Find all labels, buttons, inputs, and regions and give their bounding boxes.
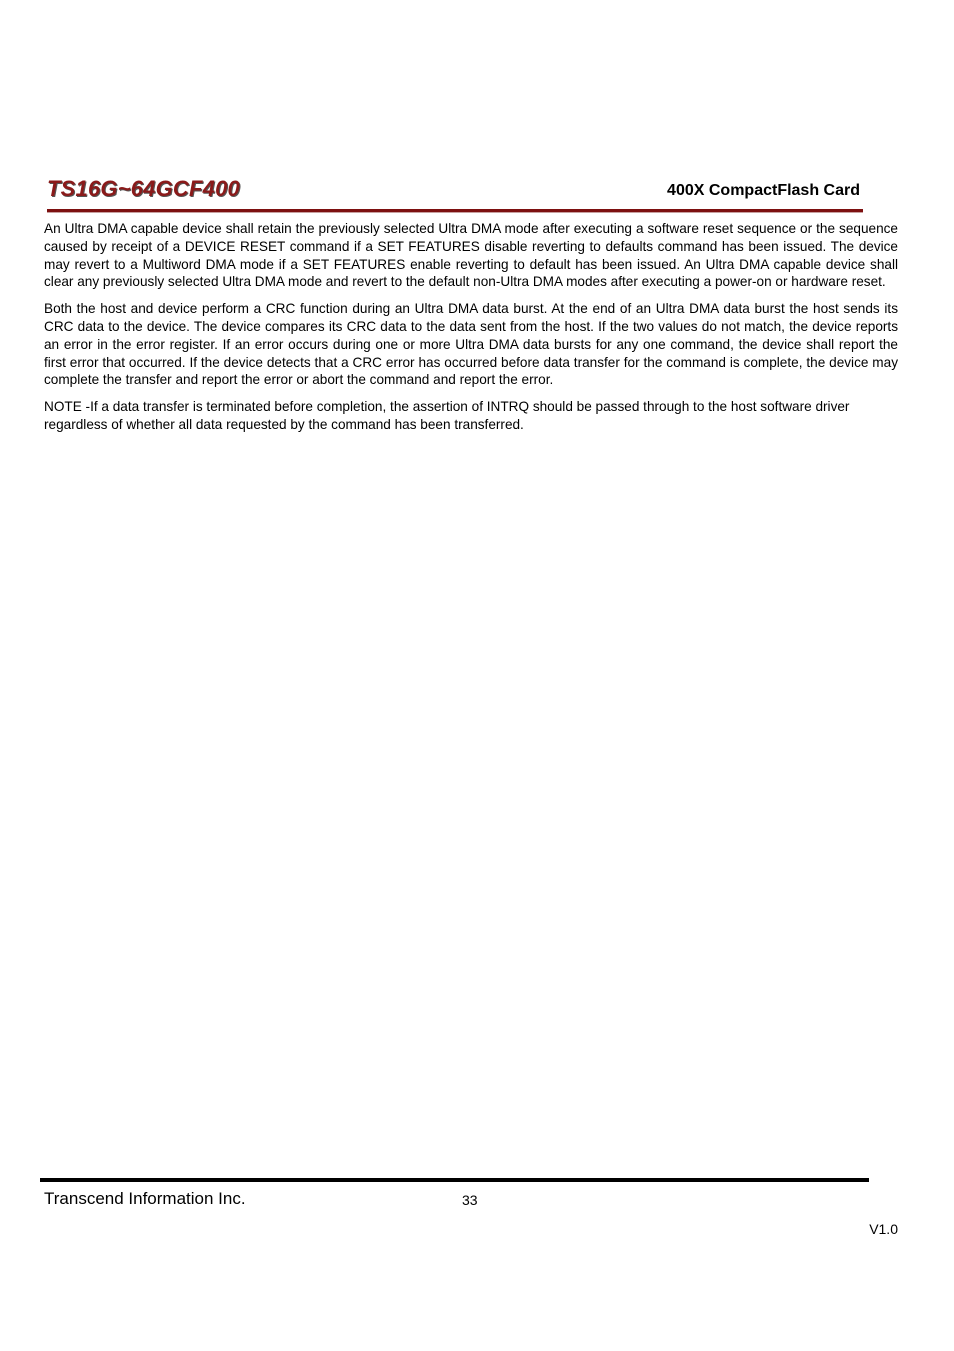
paragraph-note: NOTE -If a data transfer is terminated before completion, the assertion of INTRQ should be passed through to the host software driver regardless of whether all data requested by the command has been transferred.	[44, 399, 850, 432]
paragraph-crc-function: Both the host and device perform a CRC function during an Ultra DMA data burst. At the end of an Ultra DMA data burst the host sends its CRC data to the device. The device compares its CRC data to the data sent from the host. If the two values do not match, the device reports an error in the error register. If an error occurs during one or more Ultra DMA data bursts for any one command, the device shall report the first error that occurred. If the device detects that a CRC error has occurred before data transfer for the command is complete, the device may complete the transfer and report the error or abort the command and report the error.	[44, 301, 898, 388]
page-header	[44, 172, 862, 216]
header-divider	[47, 209, 863, 212]
page-number: 33	[462, 1192, 478, 1208]
product-name: 400X CompactFlash Card	[667, 182, 860, 199]
document-version: V1.0	[869, 1221, 898, 1237]
footer-company: Transcend Information Inc.	[44, 1189, 246, 1208]
footer-divider	[40, 1178, 869, 1182]
document-body	[44, 220, 898, 443]
model-title: TS16G~64GCF400	[47, 176, 240, 201]
paragraph-ultra-dma-mode: An Ultra DMA capable device shall retain the previously selected Ultra DMA mode after executing a software reset sequence or the sequence caused by receipt of a DEVICE RESET command if a SET FEATURES disable reverting to defaults command has been issued. The device may revert to a Multiword DMA mode if a SET FEATURES enable reverting to default has been issued. An Ultra DMA capable device shall clear any previously selected Ultra DMA mode and revert to the default non-Ultra DMA modes after executing a power-on or hardware reset.	[44, 221, 898, 290]
